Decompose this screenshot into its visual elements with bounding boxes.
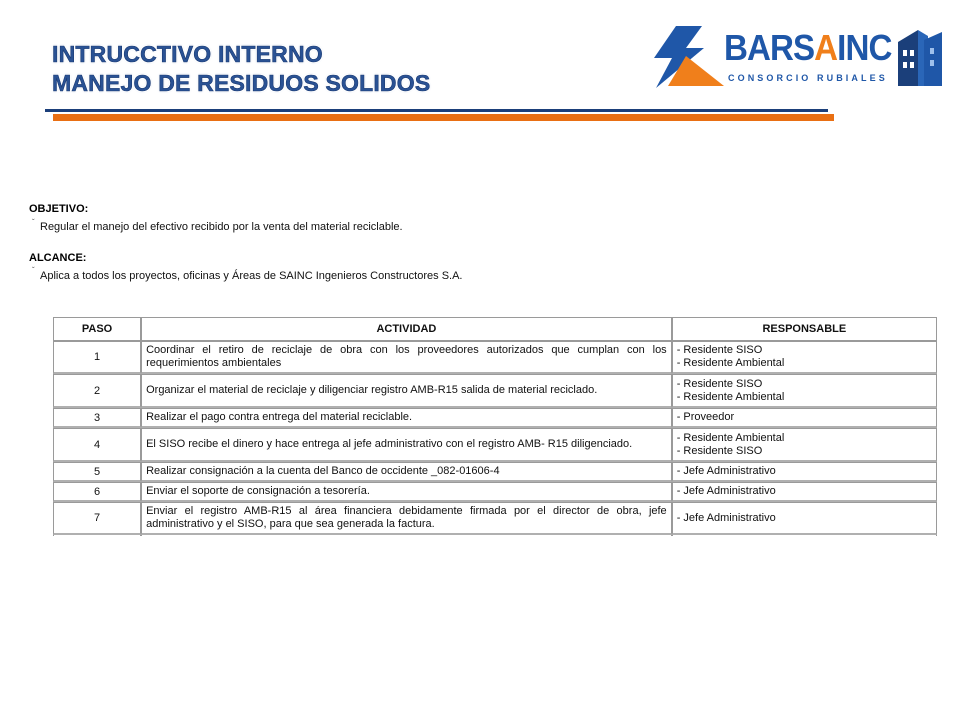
actividad-cell: Realizar el pago contra entrega del material reciclable.: [141, 408, 672, 428]
alcance-label: ALCANCE:: [29, 252, 87, 264]
buildings-icon: [894, 26, 946, 88]
responsable-cell: - Residente SISO - Residente Ambiental: [672, 374, 937, 408]
alcance-text: Aplica a todos los proyectos, oficinas y Áreas de SAINC Ingenieros Constructores S.A.: [40, 270, 463, 282]
table-row: [53, 374, 937, 408]
responsable-cell: - Proveedor: [672, 408, 937, 428]
lightning-bolt-icon: [646, 26, 726, 88]
actividad-cell: El SISO recibe el dinero y hace entrega al jefe administrativo con el registro AMB- R15 diligenciado.: [141, 428, 672, 462]
table-row: [53, 462, 937, 482]
responsable-cell: - Jefe Administrativo: [672, 462, 937, 482]
title-line-2: MANEJO DE RESIDUOS SOLIDOS: [52, 70, 431, 96]
paso-cell: 5: [53, 462, 141, 482]
paso-cell: 1: [53, 341, 141, 374]
paso-cell: 6: [53, 482, 141, 502]
company-logo: [646, 24, 946, 90]
objetivo-text: Regular el manejo del efectivo recibido por la venta del material reciclable.: [40, 221, 403, 233]
table-header-row: [53, 317, 937, 341]
table-row: [53, 408, 937, 428]
actividad-cell: Organizar el material de reciclaje y diligenciar registro AMB-R15 salida de material reciclado.: [141, 374, 672, 408]
actividad-cell: Enviar el registro AMB-R15 al área financiera debidamente firmada por el director de obra, jefe administrativo y el SISO, para que sea generada la factura.: [141, 502, 672, 535]
steps-table: [53, 317, 937, 536]
responsable-cell: - Jefe Administrativo: [672, 502, 937, 535]
bullet-mark: ˇ: [32, 266, 35, 275]
header-rule-blue: [45, 109, 828, 112]
paso-cell: 7: [53, 502, 141, 535]
header-actividad: ACTIVIDAD: [141, 317, 672, 341]
paso-cell: 3: [53, 408, 141, 428]
responsable-cell: - Residente Ambiental - Residente SISO: [672, 428, 937, 462]
objetivo-label: OBJETIVO:: [29, 203, 89, 215]
responsable-cell: - Residente SISO - Residente Ambiental: [672, 341, 937, 374]
paso-cell: 4: [53, 428, 141, 462]
header-paso: PASO: [53, 317, 141, 341]
responsable-cell: - Jefe Administrativo: [672, 482, 937, 502]
actividad-cell: Realizar consignación a la cuenta del Banco de occidente _082-01606-4: [141, 462, 672, 482]
actividad-cell: Coordinar el retiro de reciclaje de obra con los proveedores autorizados que cumplan con los requerimientos ambientales: [141, 341, 672, 374]
table-row-end: [53, 535, 937, 536]
title-line-1: INTRUCCTIVO INTERNO: [52, 41, 323, 67]
actividad-cell: Enviar el soporte de consignación a tesorería.: [141, 482, 672, 502]
document-title: [52, 40, 430, 98]
table-row: [53, 482, 937, 502]
table-row: [53, 428, 937, 462]
paso-cell: 2: [53, 374, 141, 408]
logo-subtitle: CONSORCIO RUBIALES: [728, 73, 888, 83]
bullet-mark: ˇ: [32, 218, 35, 227]
header-rule-orange: [53, 114, 834, 121]
table-row: [53, 502, 937, 535]
logo-wordmark: BARSAINC: [724, 27, 892, 68]
header-responsable: RESPONSABLE: [672, 317, 937, 341]
table-row: [53, 341, 937, 374]
